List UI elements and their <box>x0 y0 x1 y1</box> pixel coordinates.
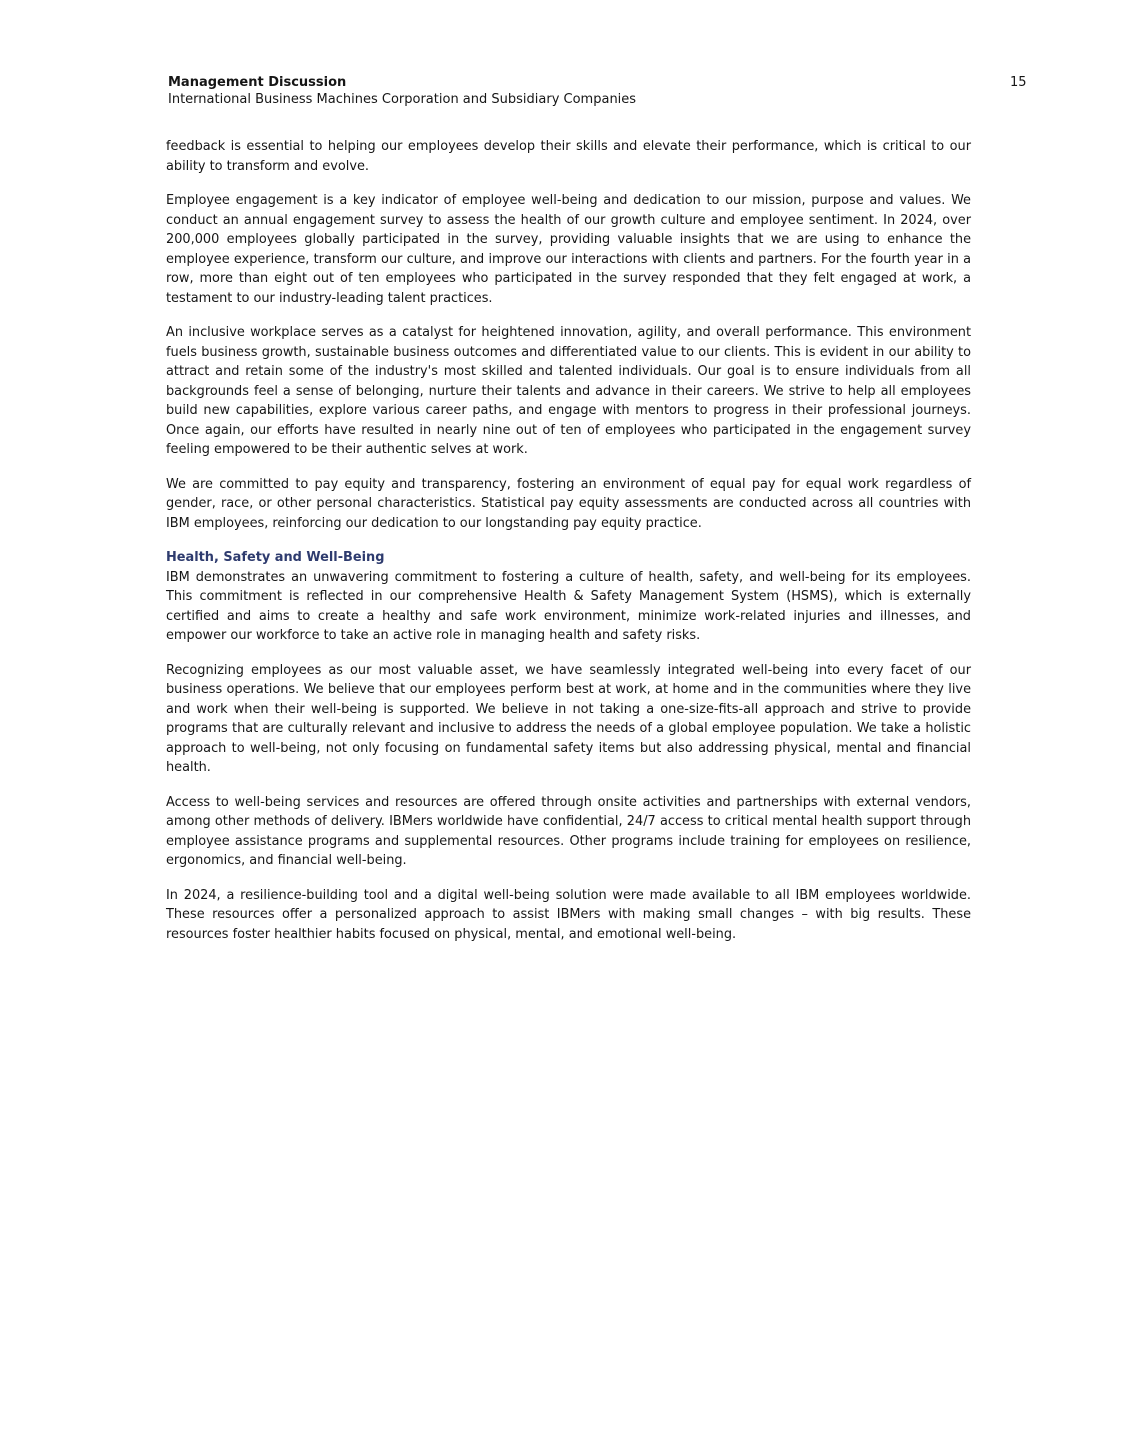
paragraph: We are committed to pay equity and transparency, fostering an environment of equal pay for equal work regardless of gender, race, or other personal characteristics. Statistical pay equity assessments are conducted across all countries with IBM employees, reinforcing our dedication to our longstanding pay equity practice. <box>166 476 971 531</box>
paragraph: An inclusive workplace serves as a catalyst for heightened innovation, agility, and overall performance. This environment fuels business growth, sustainable business outcomes and differentiated value to our clients. This is evident in our ability to attract and retain some of the industry's most skilled and talented individuals. Our goal is to ensure individuals from all backgrounds feel a sense of belonging, nurture their talents and advance in their careers. We strive to help all employees build new capabilities, explore various career paths, and engage with mentors to progress in their professional journeys. Once again, our efforts have resulted in nearly nine out of ten of employees who participated in the engagement survey feeling empowered to be their authentic selves at work. <box>166 325 971 457</box>
page-number: 15 <box>1010 75 1027 90</box>
page-body <box>166 137 971 959</box>
paragraph: In 2024, a resilience-building tool and a digital well-being solution were made available to all IBM employees worldwide. These resources offer a personalized approach to assist IBMers with making small changes – with big results. These resources foster healthier habits focused on physical, mental, and emotional well-being. <box>166 887 971 942</box>
paragraph: Access to well-being services and resources are offered through onsite activities and partnerships with external vendors, among other methods of delivery. IBMers worldwide have confidential, 24/7 access to critical mental health support through employee assistance programs and supplemental resources. Other programs include training for employees on resilience, ergonomics, and financial well-being. <box>166 794 971 868</box>
company-name: International Business Machines Corporation and Subsidiary Companies <box>168 92 637 107</box>
section-heading: Health, Safety and Well-Being <box>166 550 385 565</box>
paragraph: IBM demonstrates an unwavering commitment to fostering a culture of health, safety, and well-being for its employees. This commitment is reflected in our comprehensive Health & Safety Management System (HSMS), which is externally certified and aims to create a healthy and safe work environment, minimize work-related injuries and illnesses, and empower our workforce to take an active role in managing health and safety risks. <box>166 569 971 643</box>
paragraph: Recognizing employees as our most valuable asset, we have seamlessly integrated well-being into every facet of our business operations. We believe that our employees perform best at work, at home and in the communities where they live and work when their well-being is supported. We believe in not taking a one-size-fits-all approach and strive to provide programs that are culturally relevant and inclusive to address the needs of a global employee population. We take a holistic approach to well-being, not only focusing on fundamental safety items but also addressing physical, mental and financial health. <box>166 662 971 775</box>
paragraph: feedback is essential to helping our employees develop their skills and elevate their performance, which is critical to our ability to transform and evolve. <box>166 139 971 174</box>
paragraph: Employee engagement is a key indicator of employee well-being and dedication to our mission, purpose and values. We conduct an annual engagement survey to assess the health of our growth culture and employee sentiment. In 2024, over 200,000 employees globally participated in the survey, providing valuable insights that we are using to enhance the employee experience, transform our culture, and improve our interactions with clients and partners. For the fourth year in a row, more than eight out of ten employees who participated in the survey responded that they felt engaged at work, a testament to our industry-leading talent practices. <box>166 193 971 306</box>
document-section-title: Management Discussion <box>168 75 347 90</box>
page-header <box>168 74 1028 108</box>
